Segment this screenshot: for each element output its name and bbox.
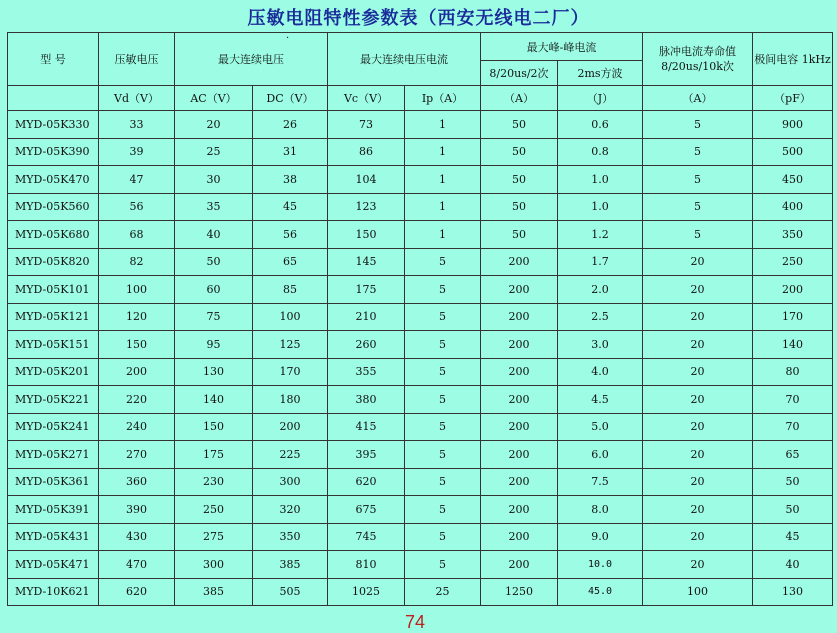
value-cell: 80	[753, 358, 833, 386]
value-cell: 85	[253, 276, 328, 304]
value-cell: 1.2	[558, 221, 643, 249]
table-body	[8, 111, 833, 606]
value-cell: 320	[253, 496, 328, 524]
table-row	[8, 111, 833, 139]
value-cell: 50	[481, 166, 558, 194]
header-unit-cell: （A）	[643, 86, 753, 111]
value-cell: 150	[328, 221, 405, 249]
value-cell: 86	[328, 138, 405, 166]
value-cell: 9.0	[558, 523, 643, 551]
table-row	[8, 523, 833, 551]
model-cell: MYD-05K221	[8, 386, 99, 414]
value-cell: 45	[753, 523, 833, 551]
header-units-row	[8, 86, 833, 111]
model-cell: MYD-05K560	[8, 193, 99, 221]
table-row	[8, 303, 833, 331]
header-unit-cell: Ip（A）	[405, 86, 481, 111]
value-cell: 620	[99, 578, 175, 606]
value-cell: 5	[405, 441, 481, 469]
model-cell: MYD-05K431	[8, 523, 99, 551]
value-cell: 200	[481, 551, 558, 579]
value-cell: 50	[753, 496, 833, 524]
model-cell: MYD-10K621	[8, 578, 99, 606]
value-cell: 200	[481, 413, 558, 441]
value-cell: 1.0	[558, 193, 643, 221]
value-cell: 4.5	[558, 386, 643, 414]
value-cell: 20	[643, 386, 753, 414]
value-cell: 56	[99, 193, 175, 221]
value-cell: 30	[175, 166, 253, 194]
value-cell: 4.0	[558, 358, 643, 386]
value-cell: 500	[753, 138, 833, 166]
value-cell: 300	[253, 468, 328, 496]
value-cell: 5	[405, 248, 481, 276]
value-cell: 150	[175, 413, 253, 441]
value-cell: 50	[175, 248, 253, 276]
value-cell: 140	[175, 386, 253, 414]
value-cell: 200	[481, 386, 558, 414]
value-cell: 8.0	[558, 496, 643, 524]
value-cell: 5	[405, 331, 481, 359]
value-cell: 270	[99, 441, 175, 469]
table-row	[8, 138, 833, 166]
value-cell: 175	[175, 441, 253, 469]
value-cell: 140	[753, 331, 833, 359]
page-number: 74	[405, 612, 426, 632]
table-row	[8, 248, 833, 276]
value-cell: 350	[753, 221, 833, 249]
header-unit-cell: （J）	[558, 86, 643, 111]
value-cell: 50	[481, 111, 558, 139]
value-cell: 5	[643, 111, 753, 139]
value-cell: 5	[643, 221, 753, 249]
value-cell: 450	[753, 166, 833, 194]
value-cell: 1250	[481, 578, 558, 606]
table-row	[8, 468, 833, 496]
value-cell: 5	[405, 496, 481, 524]
value-cell: 123	[328, 193, 405, 221]
value-cell: 95	[175, 331, 253, 359]
value-cell: 1	[405, 111, 481, 139]
value-cell: 20	[643, 303, 753, 331]
model-cell: MYD-05K820	[8, 248, 99, 276]
value-cell: 900	[753, 111, 833, 139]
table-row	[8, 331, 833, 359]
stray-dot: ·	[286, 33, 290, 44]
value-cell: 200	[481, 496, 558, 524]
value-cell: 300	[175, 551, 253, 579]
value-cell: 75	[175, 303, 253, 331]
value-cell: 2.0	[558, 276, 643, 304]
value-cell: 65	[253, 248, 328, 276]
model-cell: MYD-05K101	[8, 276, 99, 304]
value-cell: 200	[481, 248, 558, 276]
value-cell: 395	[328, 441, 405, 469]
value-cell: 20	[643, 276, 753, 304]
value-cell: 385	[175, 578, 253, 606]
value-cell: 73	[328, 111, 405, 139]
model-cell: MYD-05K470	[8, 166, 99, 194]
model-cell: MYD-05K151	[8, 331, 99, 359]
header-unit-cell: Vc（V）	[328, 86, 405, 111]
page-title: 压敏电阻特性参数表（西安无线电二厂）	[247, 8, 590, 29]
value-cell: 505	[253, 578, 328, 606]
value-cell: 20	[643, 331, 753, 359]
value-cell: 40	[753, 551, 833, 579]
value-cell: 60	[175, 276, 253, 304]
model-cell: MYD-05K241	[8, 413, 99, 441]
value-cell: 170	[753, 303, 833, 331]
value-cell: 200	[99, 358, 175, 386]
value-cell: 26	[253, 111, 328, 139]
value-cell: 180	[253, 386, 328, 414]
value-cell: 200	[753, 276, 833, 304]
table-row	[8, 276, 833, 304]
value-cell: 130	[175, 358, 253, 386]
value-cell: 200	[481, 441, 558, 469]
table-row	[8, 578, 833, 606]
table-row	[8, 221, 833, 249]
value-cell: 260	[328, 331, 405, 359]
value-cell: 38	[253, 166, 328, 194]
value-cell: 1	[405, 138, 481, 166]
value-cell: 355	[328, 358, 405, 386]
model-cell: MYD-05K361	[8, 468, 99, 496]
value-cell: 100	[99, 276, 175, 304]
value-cell: 385	[253, 551, 328, 579]
model-cell: MYD-05K271	[8, 441, 99, 469]
value-cell: 1	[405, 193, 481, 221]
value-cell: 5	[405, 303, 481, 331]
value-cell: 65	[753, 441, 833, 469]
header-unit-cell: （pF）	[753, 86, 833, 111]
value-cell: 5	[405, 551, 481, 579]
value-cell: 225	[253, 441, 328, 469]
value-cell: 5	[405, 386, 481, 414]
header-max-peak-current: 最大峰-峰电流	[481, 33, 643, 61]
value-cell: 50	[753, 468, 833, 496]
header-max-continuous-vi: 最大连续电压电流	[328, 33, 481, 86]
value-cell: 200	[481, 523, 558, 551]
model-cell: MYD-05K121	[8, 303, 99, 331]
value-cell: 250	[175, 496, 253, 524]
value-cell: 150	[99, 331, 175, 359]
value-cell: 360	[99, 468, 175, 496]
header-unit-cell: Vd（V）	[99, 86, 175, 111]
value-cell: 0.6	[558, 111, 643, 139]
value-cell: 230	[175, 468, 253, 496]
value-cell: 210	[328, 303, 405, 331]
value-cell: 35	[175, 193, 253, 221]
value-cell: 20	[643, 551, 753, 579]
value-cell: 240	[99, 413, 175, 441]
header-pulse-life: 脉冲电流寿命值 8/20us/10k次	[643, 33, 753, 86]
value-cell: 120	[99, 303, 175, 331]
value-cell: 6.0	[558, 441, 643, 469]
value-cell: 50	[481, 138, 558, 166]
value-cell: 100	[253, 303, 328, 331]
value-cell: 82	[99, 248, 175, 276]
value-cell: 5	[405, 276, 481, 304]
value-cell: 1025	[328, 578, 405, 606]
table-row	[8, 551, 833, 579]
header-unit-cell: DC（V）	[253, 86, 328, 111]
value-cell: 125	[253, 331, 328, 359]
table-row	[8, 166, 833, 194]
header-max-continuous-voltage: 最大连续电压	[175, 33, 328, 86]
value-cell: 20	[643, 468, 753, 496]
value-cell: 20	[643, 358, 753, 386]
value-cell: 5.0	[558, 413, 643, 441]
value-cell: 620	[328, 468, 405, 496]
value-cell: 0.8	[558, 138, 643, 166]
header-row-1	[8, 33, 833, 61]
value-cell: 40	[175, 221, 253, 249]
header-peak-sub-1: 8/20us/2次	[481, 61, 558, 86]
value-cell: 45	[253, 193, 328, 221]
value-cell: 1.0	[558, 166, 643, 194]
value-cell: 350	[253, 523, 328, 551]
value-cell: 1.7	[558, 248, 643, 276]
value-cell: 380	[328, 386, 405, 414]
value-cell: 200	[481, 331, 558, 359]
value-cell: 415	[328, 413, 405, 441]
model-cell: MYD-05K201	[8, 358, 99, 386]
value-cell: 5	[643, 166, 753, 194]
value-cell: 200	[481, 358, 558, 386]
value-cell: 1	[405, 166, 481, 194]
value-cell: 130	[753, 578, 833, 606]
value-cell: 675	[328, 496, 405, 524]
model-cell: MYD-05K390	[8, 138, 99, 166]
table-row	[8, 358, 833, 386]
value-cell: 20	[643, 413, 753, 441]
value-cell: 470	[99, 551, 175, 579]
value-cell: 33	[99, 111, 175, 139]
value-cell: 5	[643, 138, 753, 166]
value-cell: 5	[405, 413, 481, 441]
value-cell: 45.0	[558, 578, 643, 606]
value-cell: 20	[643, 248, 753, 276]
header-units-blank	[8, 86, 99, 111]
header-varistor-voltage: 压敏电压	[99, 33, 175, 86]
value-cell: 400	[753, 193, 833, 221]
value-cell: 100	[643, 578, 753, 606]
table-row	[8, 193, 833, 221]
value-cell: 50	[481, 193, 558, 221]
value-cell: 175	[328, 276, 405, 304]
header-peak-sub-2: 2ms方波	[558, 61, 643, 86]
value-cell: 220	[99, 386, 175, 414]
model-cell: MYD-05K471	[8, 551, 99, 579]
value-cell: 10.0	[558, 551, 643, 579]
table-row	[8, 441, 833, 469]
value-cell: 50	[481, 221, 558, 249]
header-unit-cell: （A）	[481, 86, 558, 111]
value-cell: 70	[753, 413, 833, 441]
table-row	[8, 386, 833, 414]
header-unit-cell: AC（V）	[175, 86, 253, 111]
value-cell: 31	[253, 138, 328, 166]
value-cell: 25	[175, 138, 253, 166]
value-cell: 70	[753, 386, 833, 414]
value-cell: 20	[643, 523, 753, 551]
value-cell: 200	[481, 276, 558, 304]
value-cell: 430	[99, 523, 175, 551]
value-cell: 47	[99, 166, 175, 194]
value-cell: 275	[175, 523, 253, 551]
value-cell: 39	[99, 138, 175, 166]
value-cell: 25	[405, 578, 481, 606]
table-row	[8, 413, 833, 441]
value-cell: 2.5	[558, 303, 643, 331]
value-cell: 200	[481, 468, 558, 496]
value-cell: 5	[405, 468, 481, 496]
value-cell: 745	[328, 523, 405, 551]
value-cell: 200	[253, 413, 328, 441]
value-cell: 20	[643, 496, 753, 524]
header-capacitance: 极间电容 1kHz	[753, 33, 833, 86]
model-cell: MYD-05K680	[8, 221, 99, 249]
value-cell: 250	[753, 248, 833, 276]
value-cell: 810	[328, 551, 405, 579]
value-cell: 200	[481, 303, 558, 331]
table-row	[8, 496, 833, 524]
varistor-spec-table	[7, 32, 833, 606]
model-cell: MYD-05K391	[8, 496, 99, 524]
value-cell: 56	[253, 221, 328, 249]
value-cell: 5	[405, 523, 481, 551]
header-model: 型 号	[8, 33, 99, 86]
value-cell: 1	[405, 221, 481, 249]
value-cell: 104	[328, 166, 405, 194]
value-cell: 7.5	[558, 468, 643, 496]
value-cell: 68	[99, 221, 175, 249]
value-cell: 3.0	[558, 331, 643, 359]
value-cell: 145	[328, 248, 405, 276]
value-cell: 170	[253, 358, 328, 386]
model-cell: MYD-05K330	[8, 111, 99, 139]
value-cell: 20	[643, 441, 753, 469]
value-cell: 390	[99, 496, 175, 524]
value-cell: 20	[175, 111, 253, 139]
value-cell: 5	[405, 358, 481, 386]
value-cell: 5	[643, 193, 753, 221]
